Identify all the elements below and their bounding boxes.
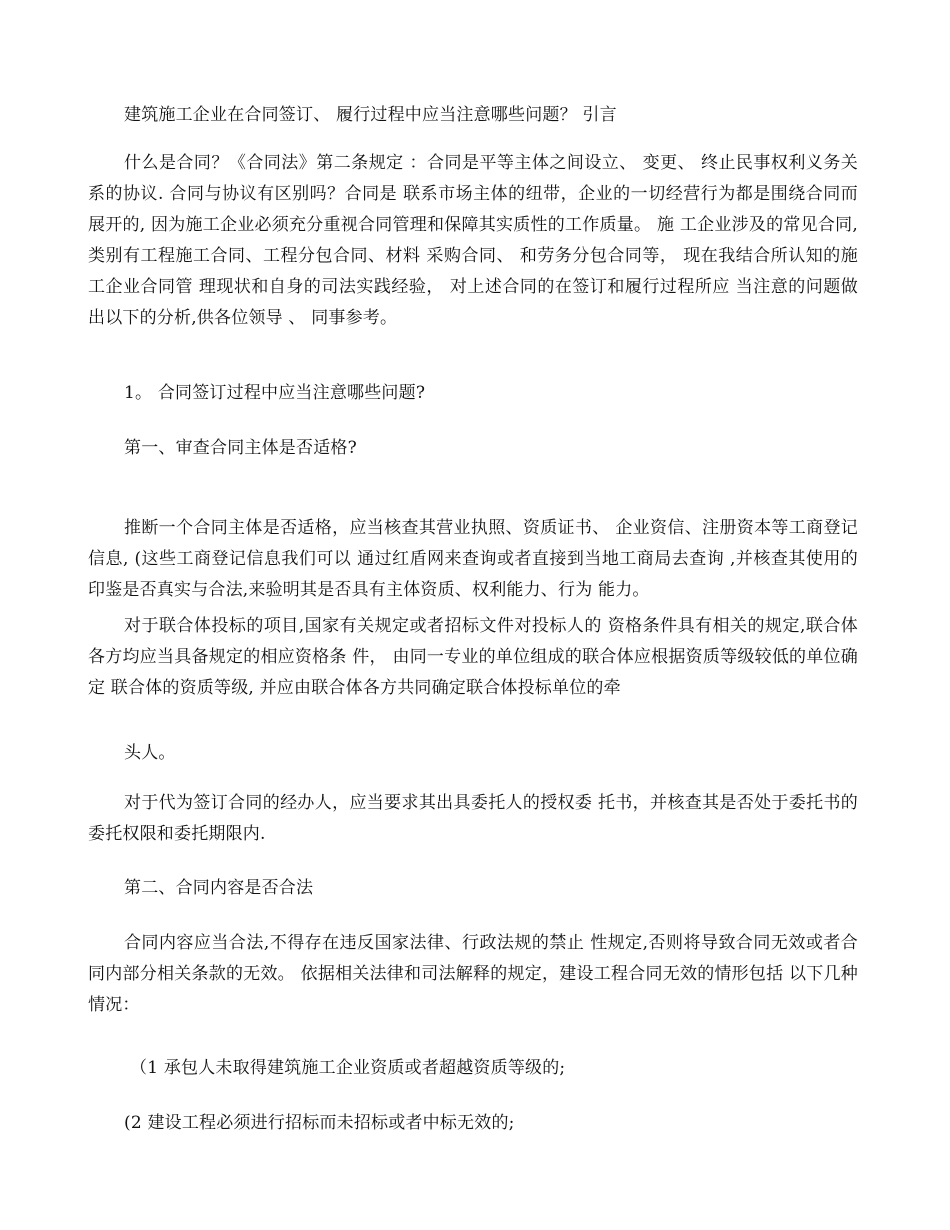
paragraph-consortium: 对于联合体投标的项目,国家有关规定或者招标文件对投标人的 资格条件具有相关的规定,联合体各方均应当具备规定的相应资格条 件， 由同一专业的单位组成的联合体应根据资质等级较低的单位确定 联合体的资质等级, 并应由联合体各方共同确定联合体投标单位的牵 <box>88 616 858 698</box>
subsection-heading-2: 第二、合同内容是否合法 <box>124 878 314 898</box>
paragraph-agent: 对于代为签订合同的经办人，应当要求其出具委托人的授权委 托书，并核查其是否处于委托书的委托权限和委托期限内. <box>88 793 858 844</box>
list-item: (2 建设工程必须进行招标而未招标或者中标无效的; <box>124 1113 515 1133</box>
section-heading-1: 1。 合同签订过程中应当注意哪些问题? <box>124 383 426 403</box>
list-item: （1 承包人未取得建筑施工企业资质或者超越资质等级的; <box>130 1058 566 1078</box>
subsection-heading-1: 第一、审查合同主体是否适格? <box>124 438 357 458</box>
paragraph-legality: 合同内容应当合法,不得存在违反国家法律、行政法规的禁止 性规定,否则将导致合同无效或者合同内部分相关条款的无效。 依据相关法律和司法解释的规定，建设工程合同无效的情形包括 以下几种情况： <box>88 933 858 1015</box>
paragraph-intro: 什么是合同？《合同法》第二条规定 ：合同是平等主体之间设立、 变更、 终止民事权利义务关系的协议. 合同与协议有区别吗？合同是 联系市场主体的纽带，企业的一切经营行为都是围绕合同而展开的, 因为施工企业必须充分重视合同管理和保障其实质性的工作质量。 施 工企业涉及的常见合同,类别有工程施工合同、工程分包合同、材料 采购合同、 和劳务分包合同等， 现在我结合所认知的施工企业合同管 理现状和自身的司法实践经验， 对上述合同的在签订和履行过程所应 当注意的问题做出以下的分析,供各位领导 、 同事参考。 <box>88 153 858 328</box>
paragraph-continuation: 头人。 <box>124 743 176 763</box>
paragraph-subject-check: 推断一个合同主体是否适格，应当核查其营业执照、资质证书、 企业资信、注册资本等工商登记信息, (这些工商登记信息我们可以 通过红盾网来查询或者直接到当地工商局去查询 ,并核查其使用的 印鉴是否真实与合法,来验明其是否具有主体资质、权利能力、行为 能力。 <box>88 518 858 600</box>
document-title: 建筑施工企业在合同签订、 履行过程中应当注意哪些问题？ 引言 <box>124 105 617 125</box>
